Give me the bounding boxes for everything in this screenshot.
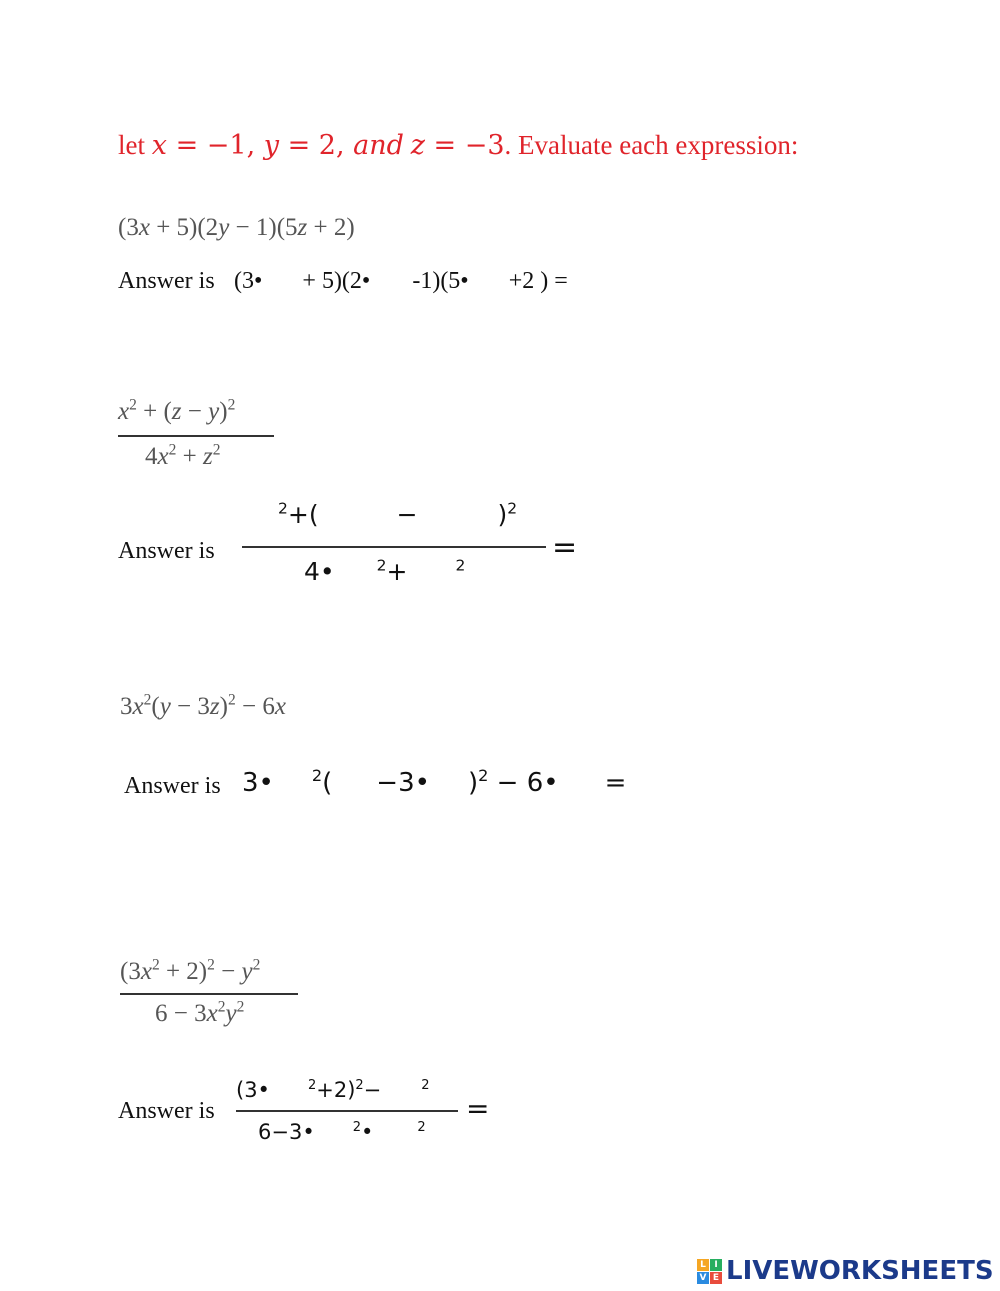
problem3-answer-template: 3• $^2$( −3• )$^2$ − 6• = — [242, 766, 627, 798]
liveworksheets-logo — [697, 1256, 994, 1286]
problem2-answer-label: Answer is — [118, 538, 215, 564]
logo-letter-v: V — [697, 1272, 709, 1284]
problem2-denominator: $4x^2 + z^2$ — [145, 441, 221, 470]
problem4-equals: = — [466, 1092, 490, 1125]
problem4-fraction-bar — [120, 993, 298, 995]
problem2-fraction-bar — [118, 435, 274, 437]
problem1-expression: (3x + 5)(2y − 1)(5z + 2) — [118, 214, 355, 241]
problem2-numerator: $x^2 + (z - y)^2$ — [118, 396, 236, 425]
logo-letter-l: L — [697, 1259, 709, 1271]
problem4-answer-numerator: (3• $^2$+2)$^2$− $^2$ — [236, 1077, 430, 1102]
instruction-heading: let x = −1, y = 2, and z = −3. Evaluate each expression: — [118, 130, 799, 161]
problem2-answer-fraction-bar — [242, 546, 546, 548]
problem4-answer-denominator: 6−3• $^2$• $^2$ — [258, 1119, 426, 1144]
problem4-answer-fraction-bar — [236, 1110, 458, 1112]
problem4-numerator: $(3x^2 + 2)^2 - y^2$ — [120, 956, 261, 985]
problem3-expression: $3x^2(y - 3z)^2 - 6x$ — [120, 691, 286, 720]
problem1-answer-label: Answer is — [118, 268, 215, 294]
problem2-equals: = — [552, 530, 578, 565]
logo-wordmark: LIVEWORKSHEETS — [726, 1256, 994, 1286]
problem2-answer-denominator: 4• $^2$+ $^2$ — [304, 556, 466, 586]
problem4-denominator: $6 - 3x^2y^2$ — [155, 998, 245, 1027]
logo-color-grid — [697, 1259, 722, 1284]
problem1-answer-template: (3• + 5)(2• -1)(5• +2 ) = — [234, 268, 568, 294]
problem4-answer-label: Answer is — [118, 1098, 215, 1124]
problem3-answer-label: Answer is — [124, 773, 221, 799]
logo-letter-e: E — [710, 1272, 722, 1284]
logo-letter-i: I — [710, 1259, 722, 1271]
problem2-answer-numerator: $^2+( - )^2$ — [278, 499, 518, 529]
